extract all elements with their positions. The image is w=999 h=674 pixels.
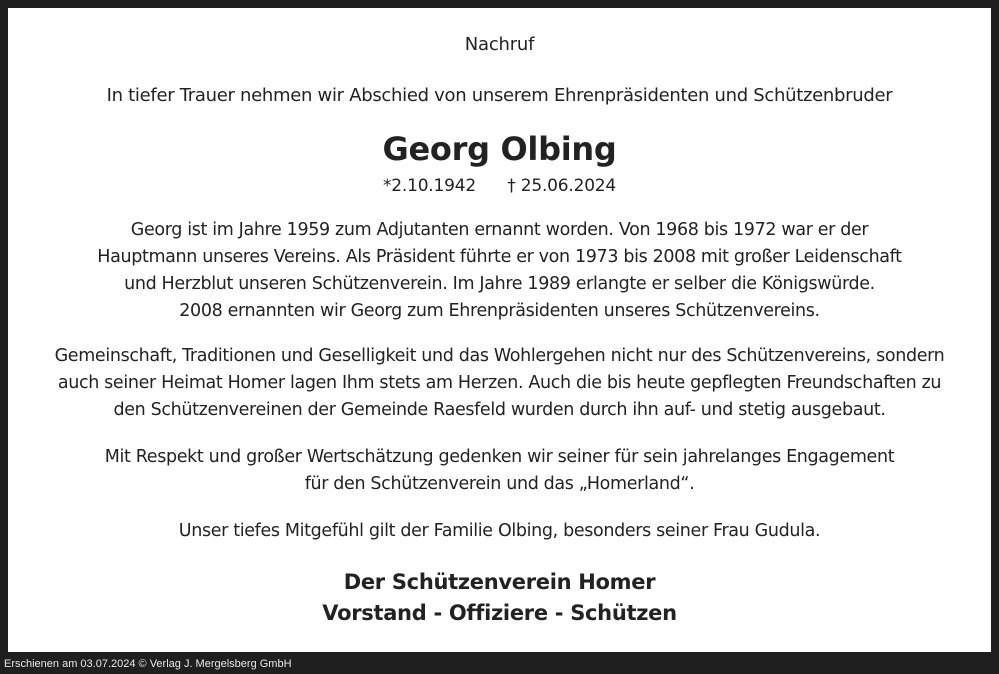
notice-intro: In tiefer Trauer nehmen wir Abschied von unserem Ehrenpräsidenten und Schützenbruder bbox=[106, 85, 893, 106]
obituary-notice bbox=[8, 8, 991, 652]
notice-heading: Nachruf bbox=[464, 34, 535, 55]
paragraph-line: für den Schützenverein und das „Homerland“. bbox=[304, 474, 695, 494]
paragraph-line: Hauptmann unseres Vereins. Als Präsident führte er von 1973 bis 2008 mit großer Leidenschaft bbox=[97, 247, 902, 267]
paragraph-biography bbox=[28, 217, 971, 325]
death-date: † 25.06.2024 bbox=[507, 176, 617, 196]
signature-block bbox=[8, 567, 991, 629]
paragraph-line: 2008 ernannten wir Georg zum Ehrenpräsidenten unseres Schützenvereins. bbox=[179, 301, 820, 321]
paragraph-line: den Schützenvereinen der Gemeinde Raesfeld wurden durch ihn auf- und stetig ausgebaut. bbox=[113, 400, 886, 420]
birth-date: *2.10.1942 bbox=[382, 176, 476, 196]
notice-paper bbox=[8, 8, 991, 652]
paragraph-line: Georg ist im Jahre 1959 zum Adjutanten ernannt worden. Von 1968 bis 1972 war er der bbox=[130, 220, 869, 240]
paragraph-line: Unser tiefes Mitgefühl gilt der Familie Olbing, besonders seiner Frau Gudula. bbox=[178, 521, 821, 541]
paragraph-line: und Herzblut unseren Schützenverein. Im Jahre 1989 erlangte er selber die Königswürde. bbox=[124, 274, 875, 294]
signature-organization: Der Schützenverein Homer bbox=[343, 570, 656, 594]
paragraph-respect bbox=[28, 444, 971, 498]
paragraph-condolence bbox=[28, 518, 971, 545]
paragraph-line: Gemeinschaft, Traditionen und Geselligkeit und das Wohlergehen nicht nur des Schützenvereins, sondern bbox=[54, 346, 945, 366]
life-dates bbox=[8, 174, 991, 198]
deceased-name: Georg Olbing bbox=[382, 130, 617, 168]
signature-members: Vorstand - Offiziere - Schützen bbox=[322, 601, 677, 625]
paragraph-community bbox=[28, 343, 971, 424]
publication-footer: Erschienen am 03.07.2024 © Verlag J. Mergelsberg GmbH bbox=[4, 658, 292, 670]
paragraph-line: Mit Respekt und großer Wertschätzung gedenken wir seiner für sein jahrelanges Engagement bbox=[104, 447, 895, 467]
paragraph-line: auch seiner Heimat Homer lagen Ihm stets am Herzen. Auch die bis heute gepflegten Freundschaften zu bbox=[57, 373, 942, 393]
